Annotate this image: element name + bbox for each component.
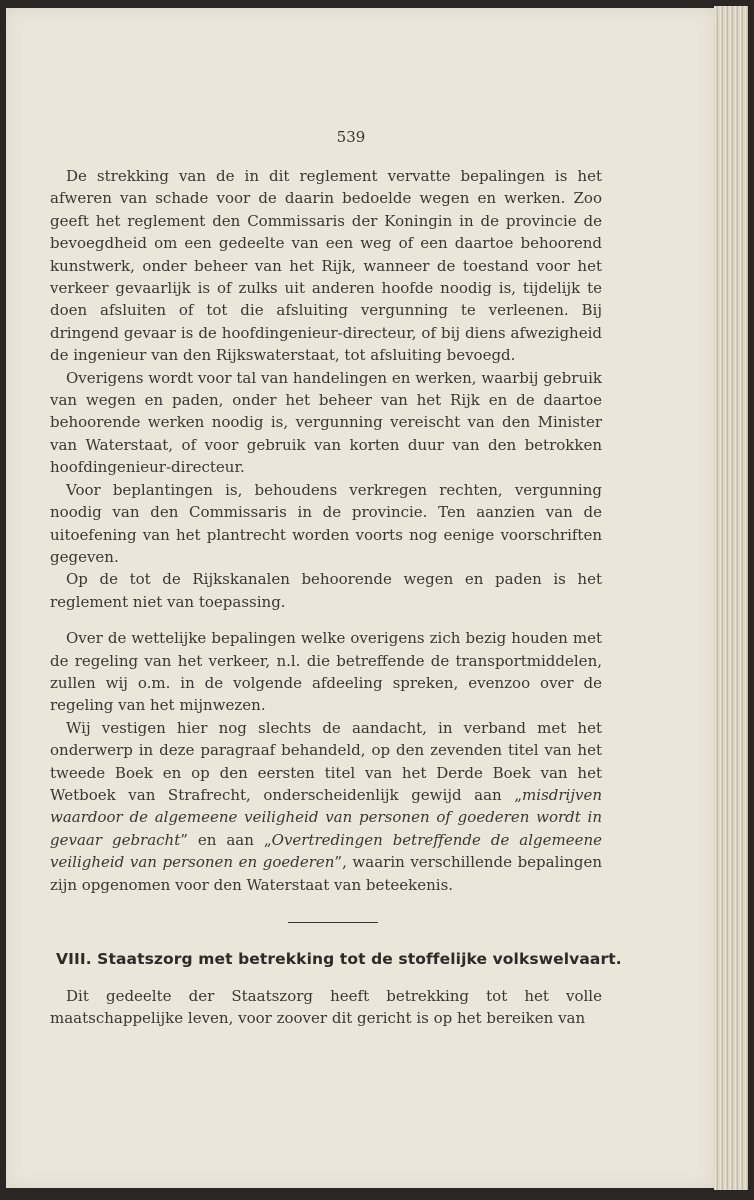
page-number: 539: [336, 128, 366, 146]
section-heading: VIII. Staatszorg met betrekking tot de stoffelijke volkswelvaart.: [56, 950, 622, 968]
criminal-code-title-misdrijven: misdrijven waardoor de algemeene veiligheid van personen of goederen wordt in gevaar gebracht: [50, 785, 602, 849]
paragraph-canals: Op de tot de Rijkskanalen behoorende wegen en paden is het reglement niet van toepassing.: [50, 570, 602, 611]
criminal-code-text-3: ”, waarin verschillende bepalingen zijn opgenomen voor den Waterstaat van beteekenis.: [50, 853, 603, 894]
section-divider: [288, 922, 378, 923]
paragraph-section-intro: Dit gedeelte der Staatszorg heeft betrekking tot het volle maatschappelijke leven, voor zoover dit gericht is op het bereiken van: [50, 987, 602, 1028]
paragraph-road-regulation: De strekking van de in dit reglement vervatte bepalingen is het afweren van schade voor de daarin bedoelde wegen en werken. Zoo geeft het reglement den Commissaris der Koningin in de provincie de bevoegdheid om een gedeelte van een weg of een daartoe behoorend kunstwerk, onder beheer van het Rijk, wanneer de toestand voor het verkeer gevaarlijk is of zulks uit anderen hoofde noodig is, tijdelijk te doen afsluiten of tot die afsluiting vergunning te verleenen. Bij dringend gevaar is de hoofdingenieur-directeur, of bij diens afwezigheid de ingenieur van den Rijkswaterstaat, tot afsluiting bevoegd.: [50, 167, 602, 365]
criminal-code-text-2: ” en aan „: [180, 830, 272, 849]
book-page: [6, 8, 714, 1188]
criminal-code-title-overtredingen: Overtredingen betreffende de algemeene veiligheid van personen en goederen: [50, 830, 603, 872]
paragraph-permits: Overigens wordt voor tal van handelingen en werken, waarbij gebruik van wegen en paden, onder het beheer van het Rijk en de daartoe behoorende werken noodig is, vergunning vereischt van den Minister van Waterstaat, of voor gebruik van korten duur van den betrokken hoofdingenieur-directeur.: [50, 368, 602, 477]
body-text: [50, 165, 602, 896]
paragraph-plantings: Voor beplantingen is, behoudens verkregen rechten, vergunning noodig van den Commissaris in de provincie. Ten aanzien van de uitoefening van het plantrecht worden voorts nog eenige voorschriften gegeven.: [50, 480, 602, 566]
section-intro-text: [50, 985, 602, 1030]
paragraph-criminal-code: [50, 717, 602, 896]
paragraph-traffic-laws: Over de wettelijke bepalingen welke overigens zich bezig houden met de regeling van het verkeer, n.l. die betreffende de transportmiddelen, zullen wij o.m. in de volgende afdeeling spreken, evenzoo over de regeling van het mijnwezen.: [50, 629, 602, 715]
page-edge-stack: [714, 6, 748, 1190]
criminal-code-text-1: Wij vestigen hier nog slechts de aandacht, in verband met het onderwerp in deze paragraaf behandeld, op den zevenden titel van het tweede Boek en op den eersten titel van het Derde Boek van het Wetboek van Strafrecht, onderscheidenlijk gewijd aan „: [50, 718, 602, 804]
